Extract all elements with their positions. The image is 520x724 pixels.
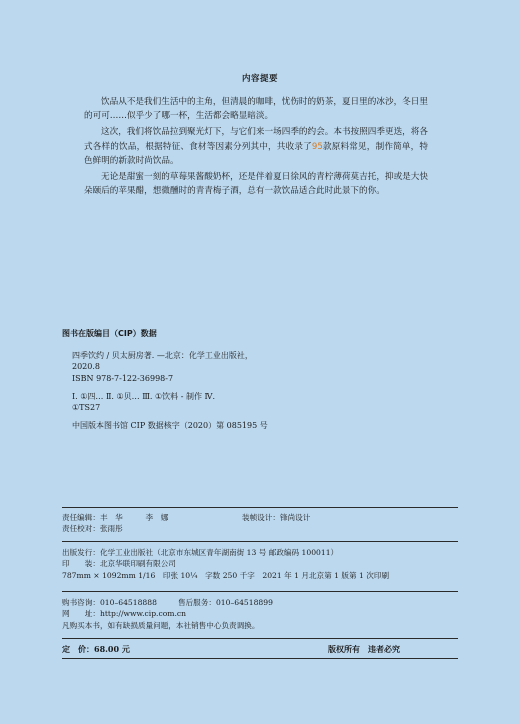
summary-paragraph-1: 饮品从不是我们生活中的主角，但清晨的咖啡，忧伤时的奶茶，夏日里的冰沙，冬日里的可可……似乎少了哪一杯，生活都会略显暗淡。 — [84, 97, 428, 122]
printer-name: 北京华联印刷有限公司 — [99, 559, 176, 569]
divider-line — [62, 591, 458, 592]
purchase-hotline: 购书咨询：010–64518888 — [62, 598, 157, 607]
contact-block — [62, 597, 458, 631]
summary-p2-start: 这次，我们将饮品拉到聚光灯下，与它们来一场四季的约会。本书按照四季更迭，将各式各样的饮品，根据特征、食材等因素分列其中，共收录了 — [84, 127, 428, 152]
cip-block — [62, 328, 442, 431]
summary-text — [84, 95, 428, 200]
responsible-editor: 责任编辑：丰 华 李 娜 — [62, 513, 169, 522]
summary-p2-end: 款原料常见，制作简单，特色鲜明的新款时尚饮品。 — [84, 141, 428, 166]
quality-notice: 凡购买本书，如有缺损质量问题，本社销售中心负责调换。 — [62, 620, 260, 630]
printer-label: 印 装： — [62, 559, 100, 569]
cip-isbn: ISBN 978-7-122-36998-7 — [72, 373, 174, 383]
summary-paragraph-2 — [84, 125, 428, 168]
publisher-info: 出版发行：化学工业出版社（北京市东城区青年湖南街 13 号 邮政编码 100011） — [62, 548, 339, 557]
summary-title: 内容提要 — [241, 74, 278, 84]
divider-line — [62, 507, 458, 508]
divider-line — [62, 638, 458, 639]
cip-classification: Ⅰ. ①四… Ⅱ. ①贝… Ⅲ. ①饮料 - 制作 Ⅳ. — [72, 391, 216, 401]
price-row — [62, 644, 458, 655]
cover-design: 装帧设计：锋尚设计 — [242, 513, 311, 522]
divider-line — [62, 541, 458, 542]
divider-line — [62, 658, 458, 659]
summary-paragraph-3: 无论是甜蜜一刻的草莓果酱酸奶杯，还是伴着夏日徐风的青柠薄荷莫吉托，抑或是大快朵颐后的苹果醋，想微醺时的青青梅子酒，总有一款饮品适合此时此景下的你。 — [84, 172, 428, 197]
copyright-notice: 版权所有 违者必究 — [328, 644, 400, 654]
recipe-count-highlight: 95 — [311, 141, 323, 152]
publishing-block — [62, 547, 458, 581]
cip-line-2: 2020.8 — [72, 362, 100, 372]
print-specs: 787mm × 1092mm 1/16 印张 10¼ 字数 250 千字 2021 年 1 月北京第 1 版第 1 次印刷 — [62, 570, 390, 580]
cip-record-number: 中国版本图书馆 CIP 数据核字（2020）第 085195 号 — [72, 421, 268, 431]
after-sales-hotline: 售后服务：010–64518899 — [178, 598, 273, 607]
responsible-proofreader: 责任校对：张雨彤 — [62, 524, 123, 534]
cip-line-1: 四季饮约 / 贝太厨房著. —北京：化学工业出版社， — [72, 351, 253, 361]
staff-block — [62, 512, 458, 535]
cip-classification-cont: ①TS27 — [72, 403, 101, 413]
publisher-website: 网 址：http://www.cip.com.cn — [62, 609, 187, 619]
book-price: 定 价：68.00 元 — [62, 644, 130, 654]
cip-heading: 图书在版编目（CIP）数据 — [62, 329, 157, 338]
